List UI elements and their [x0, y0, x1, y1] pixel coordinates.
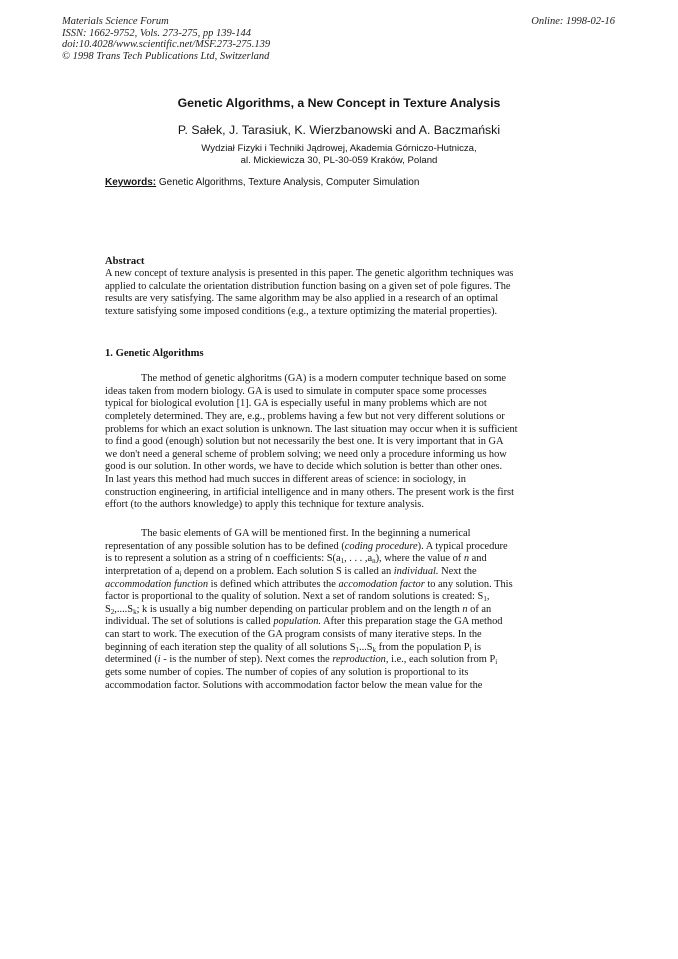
paragraph-line: $S_2,....S_k$; k is usually a big number depending on particular problem and on the length n of an — [105, 603, 492, 616]
paper-authors: P. Sałek, J. Tarasiuk, K. Wierzbanowski and A. Baczmański — [177, 123, 501, 137]
paragraph-line: problems for which an exact solution is unknown. The last situation may occur when it is sufficient — [105, 423, 518, 435]
keywords-text: Genetic Algorithms, Texture Analysis, Computer Simulation — [156, 177, 420, 188]
abstract-line: texture satisfying some imposed conditions (e.g., a texture optimizing the material properties). — [105, 305, 498, 317]
section-1-paragraph-2 — [105, 528, 573, 692]
paragraph-line: accommodation factor. Solutions with accommodation factor below the mean value for the — [105, 679, 483, 691]
online-date: Online: 1998-02-16 — [531, 16, 615, 27]
abstract-heading: Abstract — [105, 256, 145, 267]
paragraph-line: The basic elements of GA will be mentioned first. In the beginning a numerical — [141, 528, 471, 539]
abstract-line: results are very satisfying. The same algorithm may be also applied in a research of an optimal — [105, 293, 499, 305]
publication-metadata — [62, 16, 270, 62]
paragraph-line: individual. The set of solutions is called population. After this preparation stage the GA method — [105, 616, 503, 628]
paragraph-line: interpretation of $a_i$ depend on a problem. Each solution S is called an individual. Next the — [105, 565, 477, 578]
paragraph-line: construction engineering, in artificial intelligence and in many others. The present work is the first — [105, 486, 514, 498]
paragraph-line: completely determined. They are, e.g., problems having a few but not very different solutions or — [105, 410, 505, 422]
paragraph-line: The method of genetic alghoritms (GA) is a modern computer technique based on some — [141, 373, 507, 384]
journal-name: Materials Science Forum — [62, 16, 169, 27]
section-1-paragraph-1 — [105, 373, 573, 512]
paper-title: Genetic Algorithms, a New Concept in Texture Analysis — [177, 96, 501, 110]
paragraph-line: to find a good (enough) solution but not necessarily the best one. It is very important that in GA — [105, 436, 504, 448]
paragraph-line: beginning of each iteration step the quality of all solutions $S_1...S_k$ from the population $P_i$ is — [105, 641, 482, 654]
keywords-label: Keywords: — [105, 177, 157, 188]
issn-line: ISSN: 1662-9752, Vols. 273-275, pp 139-144 — [62, 27, 251, 39]
paragraph-line: typical for biological evolution [1]. GA is especially useful in many problems which are not — [105, 398, 487, 410]
paragraph-line: representation of any possible solution has to be defined (coding procedure). A typical procedure — [105, 540, 508, 552]
keywords — [105, 177, 419, 188]
paragraph-line: factor is proportional to the quality of solution. Next a set of random solutions is created: $S_1$, — [105, 591, 490, 604]
abstract-body — [105, 268, 573, 319]
doi-line[interactable]: doi:10.4028/www.scientific.net/MSF.273-275.139 — [62, 39, 271, 50]
abstract-line: A new concept of texture analysis is presented in this paper. The genetic algorithm techniques was — [105, 268, 514, 279]
affiliation-line-1: Wydział Fizyki i Techniki Jądrowej, Akademia Górniczo-Hutnicza, — [201, 143, 477, 154]
paragraph-line: effort (to the authors knowledge) to apply this technique for texture analysis. — [105, 499, 424, 511]
paragraph-line: accommodation function is defined which attributes the accomodation factor to any solution. This — [105, 578, 513, 590]
affiliation-line-2: al. Mickiewicza 30, PL-30-059 Kraków, Poland — [240, 154, 438, 166]
copyright-line: © 1998 Trans Tech Publications Ltd, Switzerland — [62, 50, 270, 62]
paragraph-line: ideas taken from modern biology. GA is used to simulate in computer space some processes — [105, 385, 487, 397]
paragraph-line: gets some number of copies. The number of copies of any solution is proportional to its — [105, 667, 469, 679]
affiliation — [0, 143, 678, 166]
paragraph-line: is to represent a solution as a string of n coefficients: $S(a_1$, . . . $,a_n$), where the value of n and — [105, 553, 487, 566]
abstract-line: applied to calculate the orientation distribution function basing on a given set of pole figures. The — [105, 280, 511, 292]
paragraph-line: determined (i - is the number of step). Next comes the reproduction, i.e., each solution from $P_i$ — [105, 654, 498, 667]
section-1-heading: 1. Genetic Algorithms — [105, 348, 204, 359]
paragraph-line: we don't need a general scheme of problem solving; we need only a procedure informing us how — [105, 448, 507, 460]
paragraph-line: can start to work. The execution of the GA program consists of many iterative steps. In the — [105, 629, 482, 641]
paragraph-line: In last years this method had much succes in different areas of science: in sociology, in — [105, 474, 466, 486]
paragraph-line: good is our solution. In other words, we have to decide which solution is better than other ones. — [105, 461, 503, 473]
